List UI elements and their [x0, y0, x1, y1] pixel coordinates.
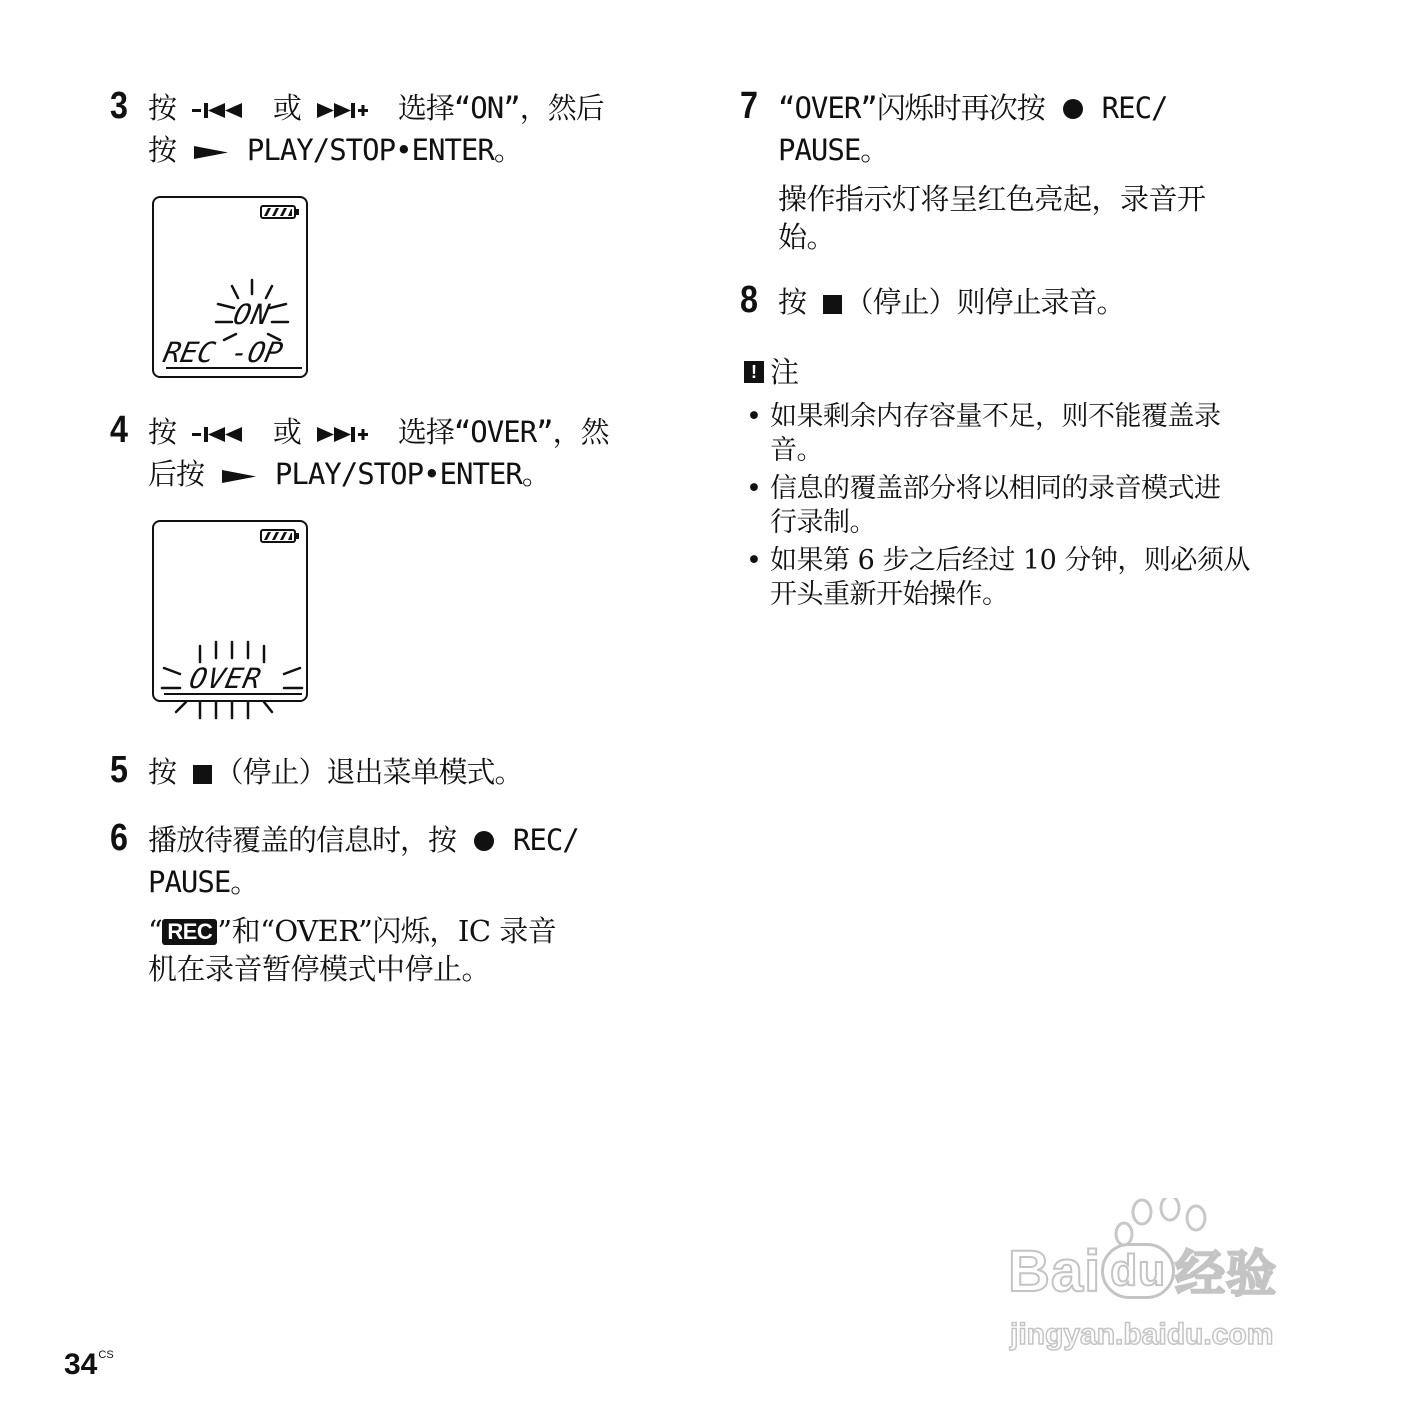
step-text-part: 按	[148, 755, 193, 789]
desc-part: 机在录音暂停模式中停止。	[148, 952, 491, 986]
watermark-url: jingyan.baidu.com	[1010, 1318, 1274, 1351]
step-text-part: PLAY/STOP•ENTER。	[258, 457, 550, 491]
stop-icon	[822, 284, 844, 324]
record-icon	[472, 822, 496, 862]
note-section	[744, 352, 1300, 612]
desc-part: 始。	[778, 220, 836, 254]
note-line: 开头重新开始操作。	[770, 579, 1009, 610]
lcd-display-over	[152, 520, 308, 702]
step-text-part: 按	[778, 285, 823, 319]
left-column	[110, 85, 670, 988]
step-text-part: 选择“OVER”，然	[381, 415, 609, 449]
step-4-instruction	[148, 412, 670, 496]
step-text-part: 播放待覆盖的信息时，按	[148, 823, 473, 857]
note-item	[744, 472, 1300, 540]
note-line: 如果第 6 步之后经过 10 分钟，则必须从	[770, 545, 1250, 576]
page-number	[64, 1348, 114, 1382]
lcd-display-on	[152, 196, 308, 378]
step-6-instruction	[148, 820, 670, 902]
note-title: 注	[770, 355, 800, 389]
lcd-bottom-op: -OP	[227, 336, 286, 369]
step-text-part: 按	[148, 415, 193, 449]
note-item	[744, 400, 1300, 468]
step-text-part: PLAY/STOP•ENTER。	[230, 133, 522, 167]
stop-icon	[192, 754, 214, 794]
next-track-icon	[317, 90, 381, 130]
watermark-brand-part: du	[1101, 1243, 1175, 1299]
prev-track-icon	[192, 414, 256, 454]
step-8	[740, 279, 1300, 324]
play-icon	[192, 132, 230, 172]
watermark-brand-part: Bai	[1008, 1239, 1102, 1304]
step-4	[110, 409, 670, 702]
step-text-part: （停止）退出菜单模式。	[214, 755, 523, 789]
step-text-part: REC/	[1085, 91, 1168, 125]
step-number: 6	[110, 817, 128, 859]
lcd-bottom-text	[160, 336, 285, 369]
right-column	[740, 85, 1300, 616]
step-text-part: 后按	[148, 457, 221, 491]
step-text-part: PAUSE。	[778, 133, 889, 167]
lcd-bottom-rec: REC	[160, 336, 219, 369]
step-7-description	[778, 180, 1300, 256]
page-number-value: 34	[64, 1348, 98, 1381]
step-text-part: （停止）则停止录音。	[844, 285, 1125, 319]
step-3	[110, 85, 670, 378]
next-track-icon	[317, 414, 381, 454]
step-number: 4	[110, 409, 128, 451]
step-text-part: REC/	[496, 823, 579, 857]
note-line: 音。	[770, 435, 823, 466]
step-text-part: 按	[148, 91, 193, 125]
note-item	[744, 544, 1300, 612]
page-language-code: CS	[98, 1349, 114, 1361]
step-5	[110, 749, 670, 794]
lcd-main-text: OVER	[186, 662, 265, 695]
desc-part: “	[148, 914, 163, 948]
watermark-brand-part: 经验	[1175, 1245, 1278, 1303]
prev-track-icon	[192, 90, 256, 130]
step-number: 5	[110, 749, 128, 791]
step-number: 8	[740, 279, 758, 321]
record-icon	[1061, 90, 1085, 130]
step-text-part: PAUSE。	[148, 865, 259, 899]
watermark-brand	[1008, 1234, 1277, 1306]
step-7	[740, 85, 1300, 256]
step-text-part: “OVER”闪烁时再次按	[778, 91, 1062, 125]
note-list	[744, 400, 1300, 612]
step-number: 7	[740, 85, 758, 127]
step-text-part: 或	[256, 91, 318, 125]
note-icon: !	[744, 361, 764, 383]
desc-part: ”和“OVER”闪烁，IC 录音	[217, 914, 557, 948]
step-text-part: 或	[256, 415, 318, 449]
note-line: 如果剩余内存容量不足，则不能覆盖录	[770, 401, 1221, 432]
lcd-main-text: ON	[230, 298, 274, 331]
step-7-instruction	[778, 88, 1300, 170]
play-icon	[220, 456, 258, 496]
note-header	[744, 352, 1300, 392]
step-6	[110, 817, 670, 988]
note-line: 行录制。	[770, 507, 876, 538]
step-3-instruction	[148, 88, 670, 172]
step-6-description	[148, 912, 670, 988]
rec-indicator-badge: REC	[162, 919, 217, 945]
step-5-instruction	[148, 752, 670, 794]
desc-part: 操作指示灯将呈红色亮起，录音开	[778, 182, 1206, 216]
step-text-part: 按	[148, 133, 193, 167]
note-line: 信息的覆盖部分将以相同的录音模式进	[770, 473, 1221, 504]
step-text-part: 选择“ON”，然后	[381, 91, 604, 125]
step-8-instruction	[778, 282, 1300, 324]
baidu-watermark	[1008, 1198, 1338, 1368]
step-number: 3	[110, 85, 128, 127]
